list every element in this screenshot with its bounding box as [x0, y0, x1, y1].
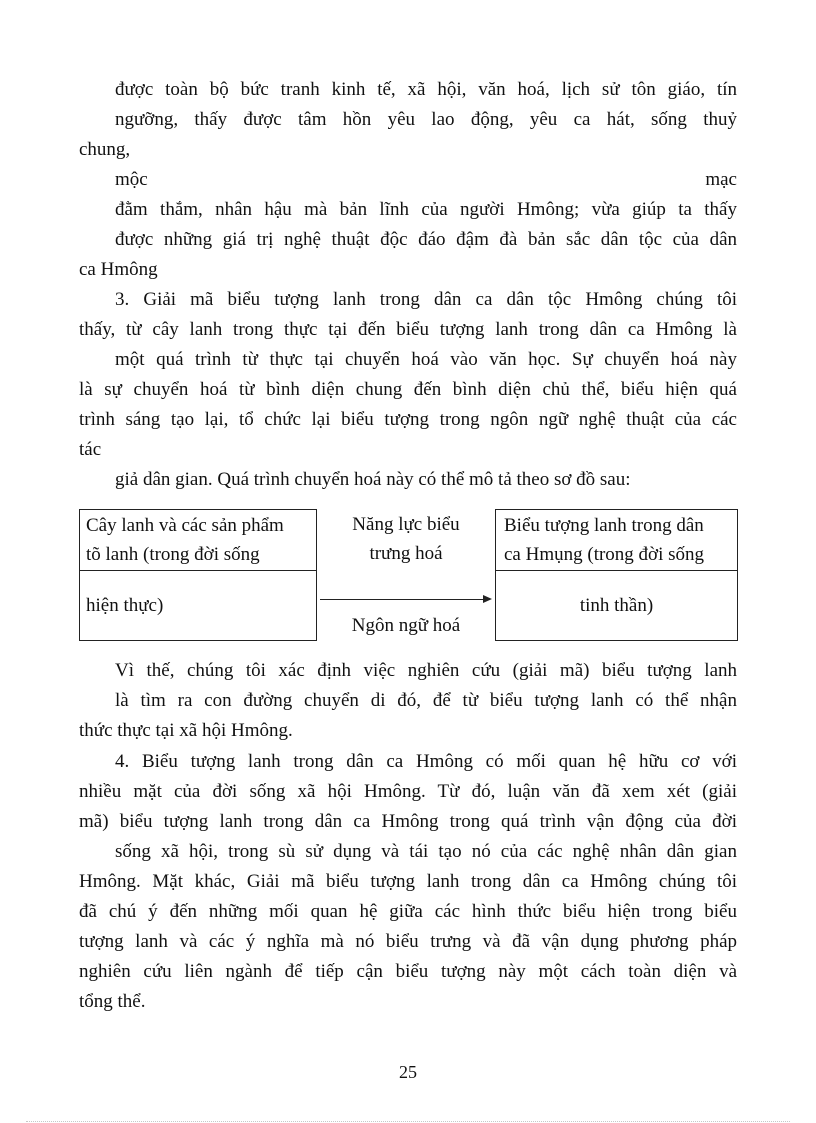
body-text-line: là sự chuyển hoá từ bình diện chung đến bình diện chủ thể, biểu hiện quá — [79, 379, 737, 400]
transform-label-top: Năng lực biểu — [352, 514, 460, 535]
body-text-line: chung, — [79, 139, 131, 160]
body-text-line: đằm thắm, nhân hậu mà bản lĩnh của người Hmông; vừa giúp ta thấy — [115, 199, 737, 220]
body-text-line: tác — [79, 439, 102, 460]
body-text-word-right: mạc — [705, 169, 737, 190]
transform-label-top: trưng hoá — [369, 543, 443, 564]
box-divider — [80, 570, 316, 571]
transform-label-bottom: Ngôn ngữ hoá — [351, 615, 461, 636]
body-text-line: sống xã hội, trong sù sử dụng và tái tạo nó của các nghệ nhân dân gian — [115, 841, 737, 862]
body-text-line: được toàn bộ bức tranh kinh tế, xã hội, văn hoá, lịch sử tôn giáo, tín — [115, 79, 737, 100]
body-text-line: mã) biểu tượng lanh trong dân ca Hmông trong quá trình vận động của đời — [79, 811, 737, 832]
body-text-line: ca Hmông — [79, 259, 158, 280]
body-text-line: ngưỡng, thấy được tâm hồn yêu lao động, yêu ca hát, sống thuỷ — [115, 109, 737, 130]
body-text-line: Vì thế, chúng tôi xác định việc nghiên cứu (giải mã) biểu tượng lanh — [115, 660, 737, 681]
body-text-word-left: mộc — [115, 169, 148, 190]
left-box-text: Cây lanh và các sản phẩm — [86, 515, 284, 536]
body-text-line: 4. Biểu tượng lanh trong dân ca Hmông có mối quan hệ hữu cơ với — [115, 751, 737, 772]
body-text-line: Hmông. Mặt khác, Giải mã biểu tượng lanh trong dân ca Hmông chúng tôi — [79, 871, 737, 892]
body-text-line: tổng thể. — [79, 991, 146, 1012]
body-text-line: được những giá trị nghệ thuật độc đáo đậm đà bản sắc dân tộc của dân — [115, 229, 737, 250]
right-box-text: tinh thần) — [579, 595, 654, 616]
body-text-line: là tìm ra con đường chuyển di đó, để từ biểu tượng lanh có thể nhận — [115, 690, 737, 711]
left-box-text: tõ lanh (trong đời sống — [86, 544, 260, 565]
body-text-line: nhiều mặt của đời sống xã hội Hmông. Từ đó, luận văn đã xem xét (giải — [79, 781, 737, 802]
arrow-line — [320, 599, 484, 600]
footer-divider — [26, 1121, 790, 1122]
diagram-left-box — [79, 509, 317, 641]
body-text-line: giả dân gian. Quá trình chuyển hoá này có thể mô tả theo sơ đồ sau: — [115, 469, 631, 490]
body-text-line: thấy, từ cây lanh trong thực tại đến biểu tượng lanh trong dân ca Hmông là — [79, 319, 737, 340]
body-text-line: một quá trình từ thực tại chuyển hoá vào văn học. Sự chuyển hoá này — [115, 349, 737, 370]
box-divider — [496, 570, 737, 571]
diagram-right-box — [495, 509, 738, 641]
body-text-line: đã chú ý đến những mối quan hệ giữa các hình thức biểu hiện trong biểu — [79, 901, 737, 922]
body-text-line: trình sáng tạo lại, tổ chức lại biểu tượng trong ngôn ngữ nghệ thuật của các — [79, 409, 737, 430]
arrow-right-icon — [483, 595, 492, 603]
body-text-line: nghiên cứu liên ngành để tiếp cận biểu tượng này một cách toàn diện và — [79, 961, 737, 982]
page-number: 25 — [399, 1062, 417, 1082]
body-text-line: 3. Giải mã biểu tượng lanh trong dân ca dân tộc Hmông chúng tôi — [115, 289, 737, 310]
body-text-line: tượng lanh và các ý nghĩa mà nó biểu trưng và đã vận dụng phương pháp — [79, 931, 737, 952]
right-box-text: Biểu tượng lanh trong dân — [504, 515, 704, 536]
body-text-line: thức thực tại xã hội Hmông. — [79, 720, 293, 741]
left-box-text: hiện thực) — [86, 595, 164, 616]
right-box-text: ca Hmụng (trong đời sống — [504, 544, 705, 565]
